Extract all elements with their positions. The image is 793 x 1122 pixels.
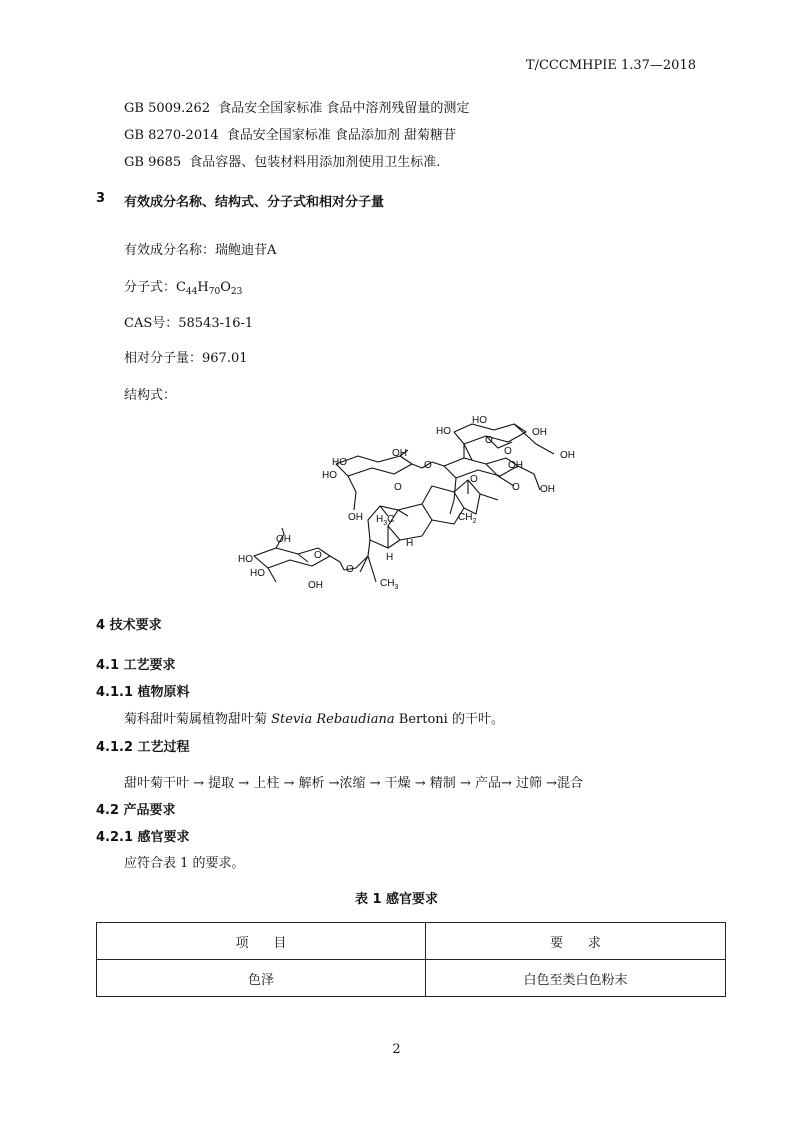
- cas-number: [124, 312, 253, 331]
- formula-o-count: 23: [230, 287, 243, 297]
- label-h: H: [386, 552, 394, 563]
- ref-title: 食品容器、包装材料用添加剂使用卫生标准.: [189, 155, 441, 170]
- label-ho: HO: [322, 470, 337, 481]
- formula-c-count: 44: [185, 287, 198, 297]
- ref-code: GB 5009.262: [124, 101, 211, 116]
- component-name-value: 瑞鲍迪苷A: [215, 243, 277, 258]
- label-o: O: [314, 550, 322, 561]
- mw-label: 相对分子量：: [124, 351, 203, 366]
- section-4-2-title: 4.2 产品要求: [96, 803, 176, 818]
- section-4-2-1-title: 4.2.1 感官要求: [96, 830, 190, 845]
- plant-material-post: Bertoni 的干叶。: [394, 712, 504, 727]
- label-ch2: $CH_2$: [458, 512, 477, 525]
- page-number: 2: [392, 1042, 401, 1057]
- table-caption: 表 1 感官要求: [354, 892, 439, 907]
- ref-item: [124, 124, 456, 143]
- section-3-number: 3: [96, 191, 106, 206]
- formula-o: O: [220, 280, 231, 295]
- ref-item: [124, 97, 469, 116]
- plant-material-pre: 菊科甜叶菊属植物甜叶菊: [124, 712, 272, 727]
- ref-title: 食品安全国家标准 食品添加剂 甜菊糖苷: [226, 128, 457, 143]
- structure-label: 结构式：: [124, 388, 177, 403]
- cas-value: 58543-16-1: [178, 316, 254, 331]
- process-flow: 甜叶菊干叶 → 提取 → 上柱 → 解析 →浓缩 → 干燥 → 精制 → 产品→ 过筛 →混合: [124, 776, 584, 791]
- label-o: O: [394, 482, 402, 493]
- label-o: O: [485, 435, 493, 446]
- label-h: H: [406, 538, 414, 549]
- section-4-1-title: 4.1 工艺要求: [96, 658, 176, 673]
- plant-material-text: [124, 708, 504, 727]
- molecular-weight: [124, 347, 248, 366]
- label-ho: HO: [436, 426, 451, 437]
- structural-formula: [236, 410, 586, 600]
- label-ho: HO: [250, 568, 265, 579]
- label-oh: OH: [392, 448, 407, 459]
- label-oh: OH: [508, 460, 523, 471]
- label-o: O: [504, 446, 512, 457]
- label-oh: OH: [560, 450, 575, 461]
- label-oh: OH: [348, 512, 363, 523]
- label-h3c: $H_3C$: [376, 514, 395, 527]
- label-oh: OH: [308, 580, 323, 591]
- component-name: [124, 239, 276, 258]
- formula-label: 分子式：: [124, 280, 177, 295]
- section-4-title: 4 技术要求: [96, 618, 162, 633]
- formula-h: H: [197, 280, 209, 295]
- table-header-row: [97, 923, 726, 960]
- label-oh: OH: [276, 534, 291, 545]
- label-o: O: [424, 460, 432, 471]
- label-o: O: [470, 474, 478, 485]
- label-ho: HO: [332, 457, 347, 468]
- table-header-cell: 项 目: [97, 923, 426, 960]
- plant-latin-name: Stevia Rebaudiana: [271, 712, 395, 727]
- ref-code: GB 9685: [124, 155, 182, 170]
- section-3-title: 有效成分名称、结构式、分子式和相对分子量: [124, 195, 385, 210]
- table-header-cell: 要 求: [426, 923, 726, 960]
- label-oh: OH: [540, 484, 555, 495]
- formula-c: C: [176, 280, 186, 295]
- cas-label: CAS号：: [124, 316, 179, 331]
- sensory-table: [96, 922, 726, 997]
- label-ho: HO: [238, 554, 253, 565]
- molecular-formula: [124, 276, 242, 297]
- ref-title: 食品安全国家标准 食品中溶剂残留量的测定: [218, 101, 470, 116]
- label-o: O: [346, 564, 354, 575]
- ref-code: GB 8270-2014: [124, 128, 219, 143]
- doc-id: T/CCCMHPIE 1.37—2018: [525, 58, 696, 73]
- table-cell: 色泽: [97, 960, 426, 997]
- section-4-1-2-title: 4.1.2 工艺过程: [96, 740, 190, 755]
- sensory-requirement-text: 应符合表 1 的要求。: [124, 856, 245, 871]
- section-4-1-1-title: 4.1.1 植物原料: [96, 685, 190, 700]
- mw-value: 967.01: [202, 351, 248, 366]
- label-o: O: [512, 482, 520, 493]
- table-row: [97, 960, 726, 997]
- label-oh: OH: [532, 427, 547, 438]
- label-ch3: $CH_3$: [380, 578, 399, 591]
- formula-h-count: 70: [208, 287, 221, 297]
- ref-item: [124, 151, 440, 170]
- component-name-label: 有效成分名称：: [124, 243, 216, 258]
- label-ho: HO: [472, 415, 487, 426]
- table-cell: 白色至类白色粉末: [426, 960, 726, 997]
